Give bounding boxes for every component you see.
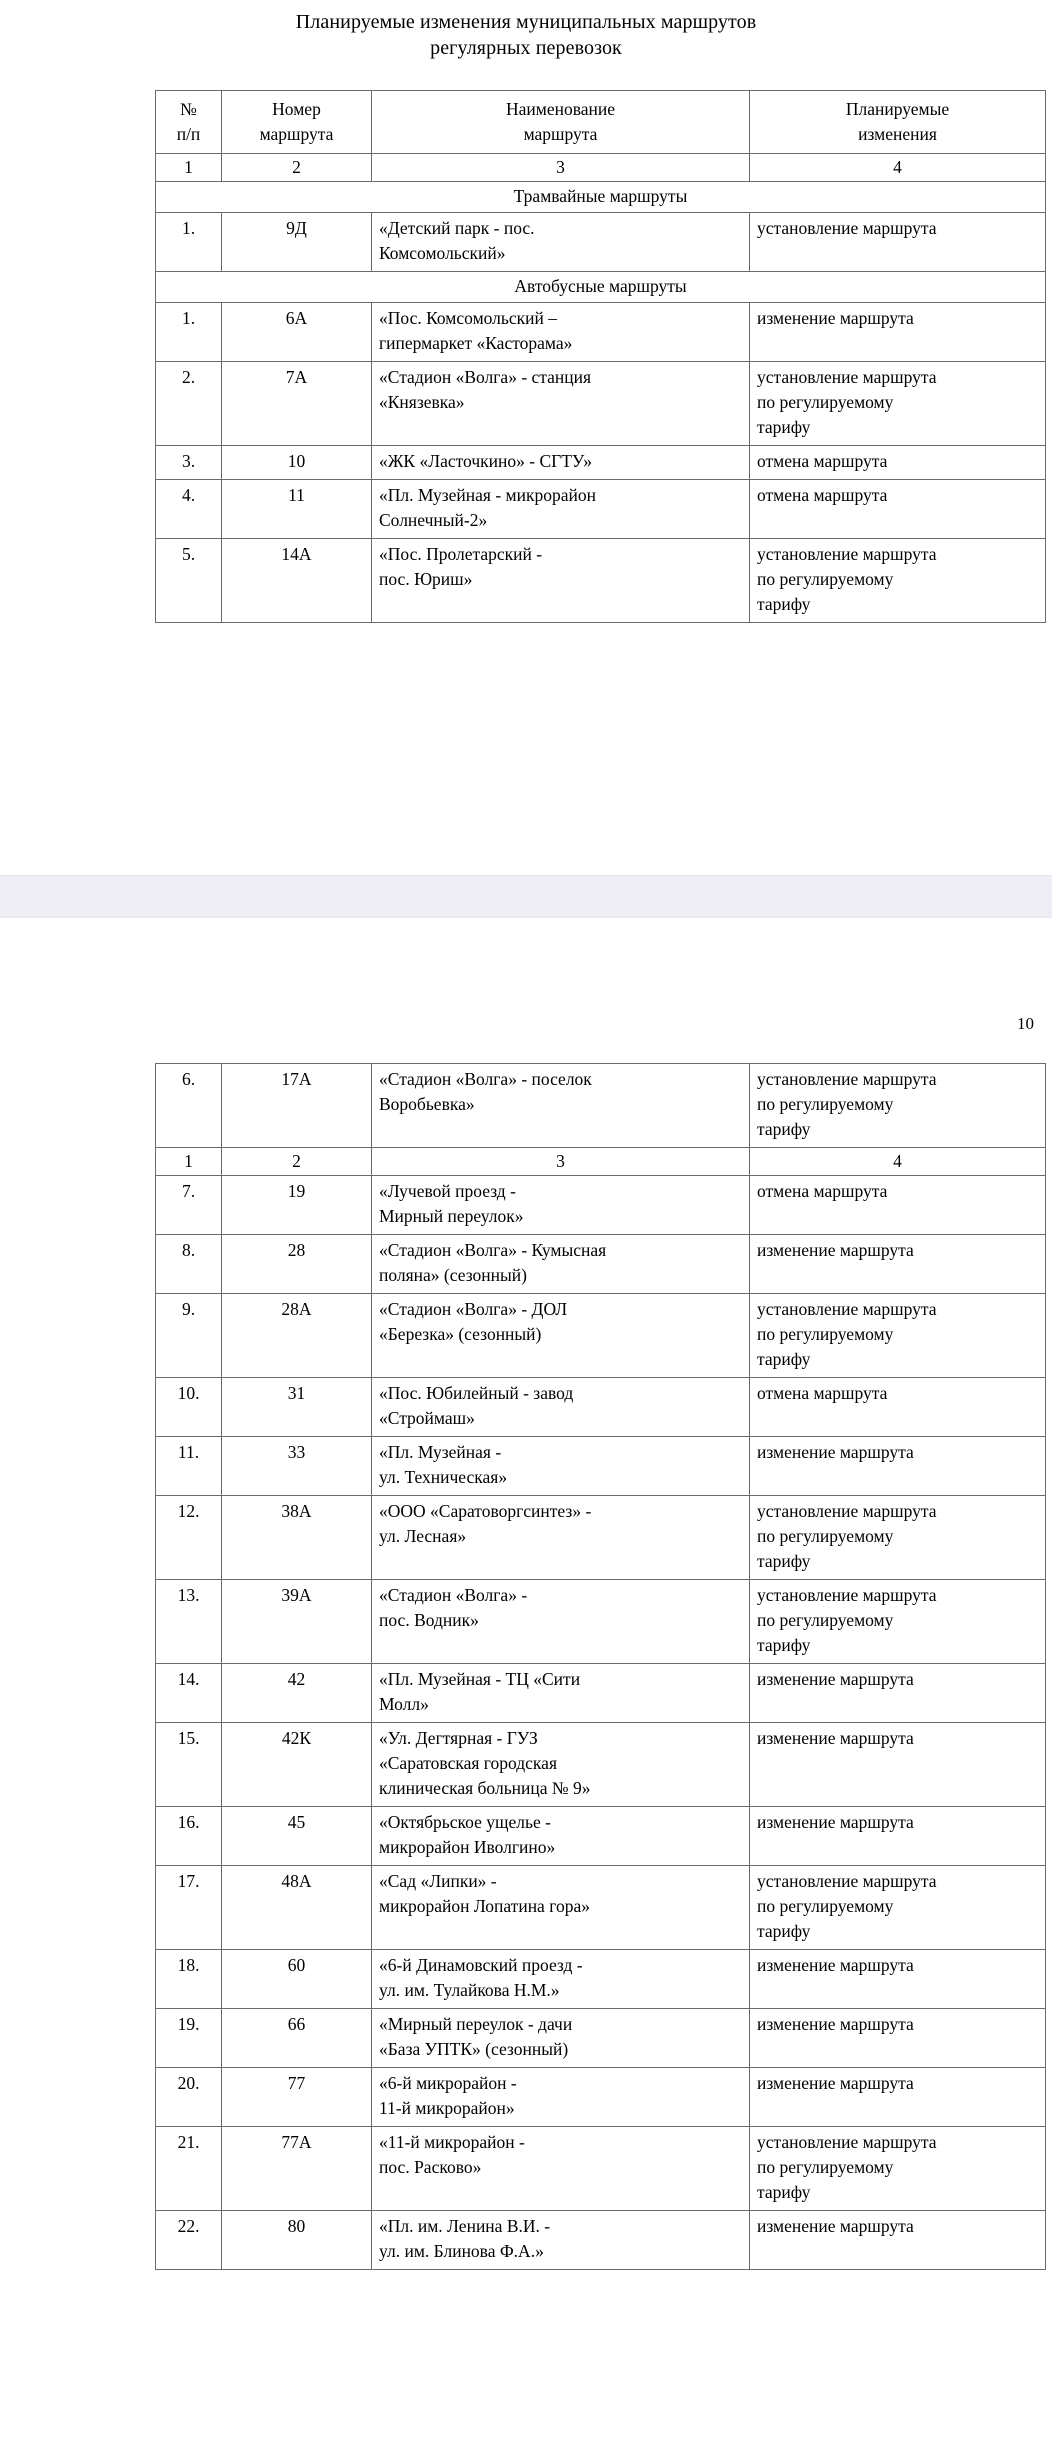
row-route-name-cell: [372, 303, 750, 362]
row-planned-change-cell: [750, 2009, 1046, 2068]
row-route-name-cell-line: «Лучевой проезд -: [379, 1181, 516, 1201]
row-planned-change-cell: [750, 362, 1046, 446]
row-index-cell: 14.: [156, 1664, 222, 1723]
row-planned-change-cell-line: изменение маршрута: [757, 2014, 914, 2034]
row-route-number-cell: 77А: [222, 2127, 372, 2211]
row-planned-change-cell-line: по регулируемому: [757, 2157, 894, 2177]
row-route-number-cell: 60: [222, 1950, 372, 2009]
row-route-name-cell-line: «ООО «Саратоворгсинтез» -: [379, 1501, 592, 1521]
row-route-number-cell: 19: [222, 1176, 372, 1235]
row-route-number-cell: 42К: [222, 1723, 372, 1807]
bus-rows-page-2-after-repeat: [156, 1176, 1046, 2270]
header-cell-index: [156, 91, 222, 154]
row-route-name-cell-line: гипермаркет «Касторама»: [379, 333, 573, 353]
row-route-name-cell-line: «Саратовская городская: [379, 1753, 557, 1773]
column-number-row: [156, 154, 1046, 182]
row-route-name-cell-line: «Пл. Музейная - ТЦ «Сити: [379, 1669, 581, 1689]
row-route-name-cell: [372, 1664, 750, 1723]
row-index-cell: 22.: [156, 2211, 222, 2270]
table-row: [156, 2211, 1046, 2270]
row-route-name-cell-line: «6-й Динамовский проезд -: [379, 1955, 583, 1975]
row-route-number-cell: 48А: [222, 1866, 372, 1950]
row-route-name-cell-line: «ЖК «Ласточкино» - СГТУ»: [379, 451, 592, 471]
row-planned-change-cell: [750, 1235, 1046, 1294]
row-route-name-cell-line: «Березка» (сезонный): [379, 1324, 542, 1344]
table-row: [156, 362, 1046, 446]
row-route-number-cell: 14А: [222, 539, 372, 623]
row-planned-change-cell-line: тарифу: [757, 1921, 811, 1941]
header-route-number-line-1: Номер: [272, 99, 321, 119]
table-row: [156, 2068, 1046, 2127]
table-row: [156, 213, 1046, 272]
column-number-3: 3: [372, 154, 750, 182]
row-planned-change-cell-line: установление маршрута: [757, 1871, 937, 1891]
row-route-name-cell-line: ул. Техническая»: [379, 1467, 508, 1487]
row-route-name-cell: [372, 1866, 750, 1950]
column-number-4: 4: [750, 154, 1046, 182]
row-route-name-cell: [372, 1378, 750, 1437]
row-route-name-cell-line: «Пл. им. Ленина В.И. -: [379, 2216, 551, 2236]
row-planned-change-cell-line: по регулируемому: [757, 569, 894, 589]
row-planned-change-cell: [750, 2068, 1046, 2127]
row-planned-change-cell-line: установление маршрута: [757, 1501, 937, 1521]
header-index-line-1: №: [180, 99, 197, 119]
row-planned-change-cell-line: по регулируемому: [757, 1610, 894, 1630]
row-route-name-cell: [372, 1064, 750, 1148]
table-row: [156, 1064, 1046, 1148]
row-route-name-cell-line: «Ул. Дегтярная - ГУЗ: [379, 1728, 538, 1748]
row-index-cell: 21.: [156, 2127, 222, 2211]
row-planned-change-cell: [750, 1580, 1046, 1664]
row-route-name-cell-line: «Стадион «Волга» - Кумысная: [379, 1240, 607, 1260]
row-planned-change-cell: [750, 1176, 1046, 1235]
row-route-number-cell: 11: [222, 480, 372, 539]
row-planned-change-cell-line: установление маршрута: [757, 544, 937, 564]
table-row: [156, 2127, 1046, 2211]
row-route-number-cell: 39А: [222, 1580, 372, 1664]
row-route-name-cell: [372, 213, 750, 272]
row-route-number-cell: 9Д: [222, 213, 372, 272]
row-route-number-cell: 28: [222, 1235, 372, 1294]
row-planned-change-cell: [750, 1064, 1046, 1148]
row-index-cell: 9.: [156, 1294, 222, 1378]
row-planned-change-cell-line: тарифу: [757, 1349, 811, 1369]
row-route-name-cell: [372, 1176, 750, 1235]
row-route-name-cell: [372, 1950, 750, 2009]
row-planned-change-cell-line: изменение маршрута: [757, 1955, 914, 1975]
row-planned-change-cell-line: по регулируемому: [757, 1094, 894, 1114]
row-planned-change-cell-line: тарифу: [757, 1551, 811, 1571]
row-route-name-cell: [372, 539, 750, 623]
row-planned-change-cell: [750, 213, 1046, 272]
header-route-name-line-2: маршрута: [523, 124, 598, 144]
row-route-name-cell-line: Воробьевка»: [379, 1094, 475, 1114]
document-page-2: [0, 918, 1052, 2437]
row-route-number-cell: 38А: [222, 1496, 372, 1580]
table-row: [156, 480, 1046, 539]
tram-rows-page-1: [156, 213, 1046, 272]
row-planned-change-cell-line: отмена маршрута: [757, 451, 888, 471]
row-index-cell: 16.: [156, 1807, 222, 1866]
row-route-number-cell: 31: [222, 1378, 372, 1437]
row-index-cell: 20.: [156, 2068, 222, 2127]
row-planned-change-cell-line: установление маршрута: [757, 1299, 937, 1319]
table-row: [156, 539, 1046, 623]
row-route-name-cell-line: «Мирный переулок - дачи: [379, 2014, 573, 2034]
row-route-name-cell: [372, 2009, 750, 2068]
row-planned-change-cell: [750, 303, 1046, 362]
row-index-cell: 4.: [156, 480, 222, 539]
row-planned-change-cell-line: тарифу: [757, 417, 811, 437]
row-planned-change-cell: [750, 446, 1046, 480]
row-route-name-cell-line: «Пос. Комсомольский –: [379, 308, 557, 328]
row-index-cell: 13.: [156, 1580, 222, 1664]
table-row: [156, 1950, 1046, 2009]
page-title-line-1: Планируемые изменения муниципальных маршрутов: [295, 11, 757, 33]
row-route-name-cell-line: ул. им. Блинова Ф.А.»: [379, 2241, 544, 2261]
table-header-row: [156, 91, 1046, 154]
row-route-name-cell-line: «Детский парк - пос.: [379, 218, 535, 238]
row-route-name-cell-line: «Пл. Музейная - микрорайон: [379, 485, 596, 505]
header-route-name-line-1: Наименование: [505, 99, 616, 119]
header-index-line-2: п/п: [176, 124, 201, 144]
row-planned-change-cell: [750, 1496, 1046, 1580]
bus-rows-page-1: [156, 303, 1046, 623]
row-route-name-cell-line: микрорайон Лопатина гора»: [379, 1896, 590, 1916]
row-planned-change-cell-line: по регулируемому: [757, 392, 894, 412]
page-title-line-2: регулярных перевозок: [430, 37, 622, 59]
row-route-number-cell: 17А: [222, 1064, 372, 1148]
section-header-tram-label: Трамвайные маршруты: [156, 182, 1046, 213]
row-route-name-cell-line: пос. Расково»: [379, 2157, 482, 2177]
row-planned-change-cell-line: изменение маршрута: [757, 1442, 914, 1462]
row-planned-change-cell-line: изменение маршрута: [757, 308, 914, 328]
table-row: [156, 1807, 1046, 1866]
column-number-2: 2: [222, 154, 372, 182]
row-route-number-cell: 28А: [222, 1294, 372, 1378]
row-planned-change-cell-line: изменение маршрута: [757, 2073, 914, 2093]
row-index-cell: 1.: [156, 213, 222, 272]
row-route-name-cell-line: ул. им. Тулайкова Н.М.»: [379, 1980, 560, 2000]
row-route-name-cell: [372, 1807, 750, 1866]
header-planned-changes-line-2: изменения: [858, 124, 937, 144]
row-index-cell: 2.: [156, 362, 222, 446]
row-route-number-cell: 45: [222, 1807, 372, 1866]
table-row: [156, 1437, 1046, 1496]
row-route-name-cell-line: «Строймаш»: [379, 1408, 475, 1428]
column-number-4-repeat: 4: [750, 1148, 1046, 1176]
row-planned-change-cell: [750, 1294, 1046, 1378]
row-route-name-cell: [372, 362, 750, 446]
row-planned-change-cell: [750, 1664, 1046, 1723]
row-index-cell: 18.: [156, 1950, 222, 2009]
row-planned-change-cell-line: тарифу: [757, 1635, 811, 1655]
header-cell-route-number: [222, 91, 372, 154]
row-route-name-cell-line: «Стадион «Волга» - поселок: [379, 1069, 592, 1089]
row-route-name-cell-line: «Пос. Юбилейный - завод: [379, 1383, 574, 1403]
column-number-3-repeat: 3: [372, 1148, 750, 1176]
row-planned-change-cell-line: изменение маршрута: [757, 1669, 914, 1689]
row-planned-change-cell-line: установление маршрута: [757, 218, 937, 238]
row-route-name-cell-line: «6-й микрорайон -: [379, 2073, 517, 2093]
row-planned-change-cell-line: по регулируемому: [757, 1324, 894, 1344]
table-row: [156, 446, 1046, 480]
row-route-name-cell-line: Солнечный-2»: [379, 510, 488, 530]
table-row: [156, 1235, 1046, 1294]
header-cell-planned-changes: [750, 91, 1046, 154]
route-changes-table-page-1: [155, 90, 1046, 623]
row-planned-change-cell: [750, 480, 1046, 539]
row-planned-change-cell-line: установление маршрута: [757, 2132, 937, 2152]
table-row: [156, 1664, 1046, 1723]
row-planned-change-cell-line: изменение маршрута: [757, 1812, 914, 1832]
row-route-number-cell: 6А: [222, 303, 372, 362]
column-number-1-repeat: 1: [156, 1148, 222, 1176]
row-route-name-cell-line: пос. Водник»: [379, 1610, 479, 1630]
row-route-number-cell: 77: [222, 2068, 372, 2127]
row-route-number-cell: 7А: [222, 362, 372, 446]
row-route-name-cell: [372, 2211, 750, 2270]
table-row: [156, 1176, 1046, 1235]
row-planned-change-cell: [750, 2127, 1046, 2211]
table-row: [156, 1723, 1046, 1807]
row-planned-change-cell: [750, 1950, 1046, 2009]
table-row: [156, 1294, 1046, 1378]
row-route-name-cell-line: поляна» (сезонный): [379, 1265, 527, 1285]
row-planned-change-cell: [750, 1866, 1046, 1950]
header-cell-route-name: [372, 91, 750, 154]
header-planned-changes-line-1: Планируемые: [845, 99, 950, 119]
route-changes-table-page-2: [155, 1063, 1046, 2270]
row-planned-change-cell-line: установление маршрута: [757, 1069, 937, 1089]
row-route-name-cell-line: «Стадион «Волга» -: [379, 1585, 528, 1605]
row-planned-change-cell-line: установление маршрута: [757, 1585, 937, 1605]
row-route-name-cell: [372, 1496, 750, 1580]
row-route-name-cell-line: «Сад «Липки» -: [379, 1871, 497, 1891]
document-page-1: [0, 0, 1052, 875]
page-title: [0, 0, 1052, 61]
page-break-separator: [0, 875, 1052, 918]
row-index-cell: 8.: [156, 1235, 222, 1294]
table-row: [156, 1378, 1046, 1437]
row-planned-change-cell: [750, 1723, 1046, 1807]
row-planned-change-cell-line: изменение маршрута: [757, 2216, 914, 2236]
row-planned-change-cell-line: отмена маршрута: [757, 1181, 888, 1201]
header-route-number-line-2: маршрута: [259, 124, 334, 144]
column-number-row-repeat: [156, 1148, 1046, 1176]
row-route-name-cell-line: клиническая больница № 9»: [379, 1778, 591, 1798]
row-planned-change-cell-line: отмена маршрута: [757, 485, 888, 505]
row-route-name-cell: [372, 1580, 750, 1664]
row-route-name-cell-line: 11-й микрорайон»: [379, 2098, 515, 2118]
row-planned-change-cell: [750, 1437, 1046, 1496]
row-index-cell: 6.: [156, 1064, 222, 1148]
row-route-name-cell-line: «Стадион «Волга» - станция: [379, 367, 592, 387]
row-route-name-cell-line: «Пл. Музейная -: [379, 1442, 502, 1462]
table-row: [156, 2009, 1046, 2068]
row-index-cell: 15.: [156, 1723, 222, 1807]
row-route-name-cell-line: пос. Юриш»: [379, 569, 473, 589]
row-route-name-cell-line: «База УПТК» (сезонный): [379, 2039, 569, 2059]
row-index-cell: 7.: [156, 1176, 222, 1235]
row-planned-change-cell-line: по регулируемому: [757, 1896, 894, 1916]
row-planned-change-cell-line: тарифу: [757, 1119, 811, 1139]
row-planned-change-cell-line: тарифу: [757, 2182, 811, 2202]
row-planned-change-cell-line: изменение маршрута: [757, 1728, 914, 1748]
table-row: [156, 1580, 1046, 1664]
section-header-tram: [156, 182, 1046, 213]
row-route-name-cell-line: Комсомольский»: [379, 243, 506, 263]
row-index-cell: 10.: [156, 1378, 222, 1437]
row-route-name-cell-line: ул. Лесная»: [379, 1526, 467, 1546]
table-row: [156, 303, 1046, 362]
row-index-cell: 19.: [156, 2009, 222, 2068]
section-header-bus: [156, 272, 1046, 303]
row-planned-change-cell-line: установление маршрута: [757, 367, 937, 387]
row-route-number-cell: 80: [222, 2211, 372, 2270]
row-route-name-cell: [372, 480, 750, 539]
row-route-number-cell: 42: [222, 1664, 372, 1723]
row-route-name-cell-line: микрорайон Иволгино»: [379, 1837, 556, 1857]
row-route-name-cell: [372, 1723, 750, 1807]
row-planned-change-cell-line: отмена маршрута: [757, 1383, 888, 1403]
row-route-name-cell-line: «Пос. Пролетарский -: [379, 544, 543, 564]
table-row: [156, 1496, 1046, 1580]
row-planned-change-cell: [750, 1378, 1046, 1437]
row-route-name-cell-line: «11-й микрорайон -: [379, 2132, 525, 2152]
row-planned-change-cell-line: по регулируемому: [757, 1526, 894, 1546]
page-number: 10: [1017, 1014, 1034, 1033]
row-planned-change-cell: [750, 2211, 1046, 2270]
row-planned-change-cell: [750, 1807, 1046, 1866]
row-index-cell: 17.: [156, 1866, 222, 1950]
row-index-cell: 5.: [156, 539, 222, 623]
row-index-cell: 3.: [156, 446, 222, 480]
row-route-name-cell: [372, 1294, 750, 1378]
bottom-spacer: [0, 2270, 1052, 2280]
row-route-name-cell-line: «Стадион «Волга» - ДОЛ: [379, 1299, 568, 1319]
row-index-cell: 12.: [156, 1496, 222, 1580]
row-route-name-cell: [372, 1235, 750, 1294]
row-planned-change-cell-line: изменение маршрута: [757, 1240, 914, 1260]
row-route-name-cell: [372, 446, 750, 480]
row-route-number-cell: 33: [222, 1437, 372, 1496]
row-route-name-cell: [372, 2127, 750, 2211]
row-route-name-cell-line: Мирный переулок»: [379, 1206, 524, 1226]
bus-rows-page-2-before-repeat: [156, 1064, 1046, 1148]
column-number-1: 1: [156, 154, 222, 182]
section-header-bus-label: Автобусные маршруты: [156, 272, 1046, 303]
row-route-number-cell: 66: [222, 2009, 372, 2068]
table-body-page-1: [156, 91, 1046, 213]
row-planned-change-cell: [750, 539, 1046, 623]
row-route-name-cell-line: Молл»: [379, 1694, 429, 1714]
row-index-cell: 11.: [156, 1437, 222, 1496]
row-route-number-cell: 10: [222, 446, 372, 480]
column-number-2-repeat: 2: [222, 1148, 372, 1176]
row-route-name-cell-line: «Князевка»: [379, 392, 465, 412]
row-index-cell: 1.: [156, 303, 222, 362]
row-route-name-cell: [372, 2068, 750, 2127]
row-route-name-cell-line: «Октябрьское ущелье -: [379, 1812, 551, 1832]
table-row: [156, 1866, 1046, 1950]
row-route-name-cell: [372, 1437, 750, 1496]
row-planned-change-cell-line: тарифу: [757, 594, 811, 614]
